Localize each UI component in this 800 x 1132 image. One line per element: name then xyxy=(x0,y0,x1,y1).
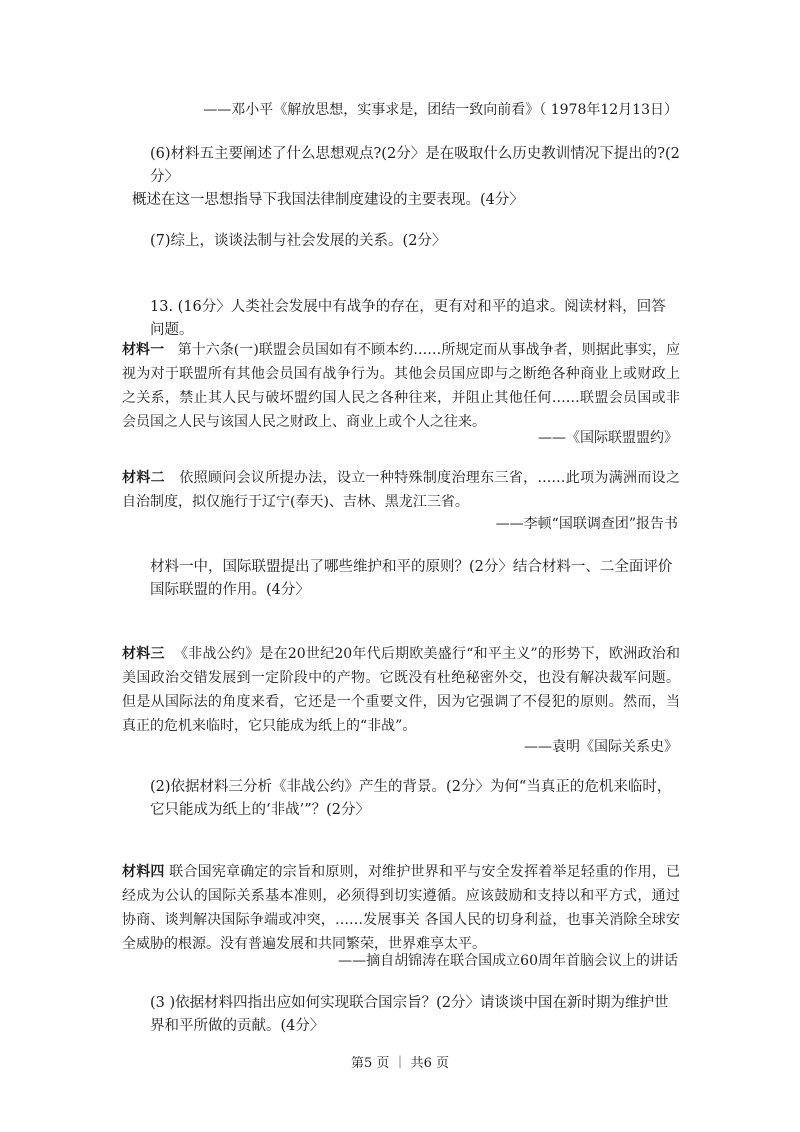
question-13-text: 13. (16分〉人类社会发展中有战争的存在，更有对和平的追求。阅读材料，回答问题。 xyxy=(150,299,666,338)
material-2-source: ——李顿“国联调查团”报告书 xyxy=(495,516,678,532)
question-2-text: (2)依据材料三分析《非战公约》产生的背景。(2分〉为何“当真正的危机来临时， 它只能成为纸上的‘非战’”？(2分〉 xyxy=(150,779,672,818)
material-2 xyxy=(122,466,680,514)
material-4-label: 材料四 xyxy=(122,864,165,880)
material-1-label: 材料一 xyxy=(122,342,165,358)
question-material-1-2 xyxy=(132,556,680,602)
material-1 xyxy=(122,338,680,434)
material-1-source: ——《国际联盟盟约》 xyxy=(538,430,678,446)
intro-source: ——邓小平《解放思想，实事求是，团结一致向前看》（ 1978年12月13日） xyxy=(203,102,678,118)
question-2 xyxy=(132,776,680,822)
material-2-text: 依照顾问会议所提办法，设立一种特殊制度治理东三省，……此项为满洲而设之自治制度，拟仅施行于辽宁(奉天)、吉林、黑龙江三省。 xyxy=(122,470,681,510)
question-7-text: (7)综上，谈谈法制与社会发展的关系。(2分〉 xyxy=(150,233,447,249)
question-material-1-2-text: 材料一中，国际联盟提出了哪些维护和平的原则？(2分〉结合材料一、二全面评价国际联盟的作用。(4分〉 xyxy=(150,559,673,598)
material-4 xyxy=(122,860,680,956)
page-footer: 第5 页 ｜ 共6 页 xyxy=(350,1056,450,1071)
question-3 xyxy=(132,992,680,1038)
material-4-source: ——摘自胡锦涛在联合国成立60周年首脑会议上的讲话 xyxy=(338,953,678,969)
question-3-text: (3 )依据材料四指出应如何实现联合国宗旨？(2分〉请谈谈中国在新时期为维护世界和平所做的贡献。(4分〉 xyxy=(150,995,669,1034)
question-6 xyxy=(132,143,680,212)
material-3-text: 《非战公约》是在20世纪20年代后期欧美盛行“和平主义”的形势下，欧洲政治和 美国政治交错发展到一定阶段中的产物。它既没有杜绝秘密外交，也没有解决裁军问题。但是从国际法的角度来看，它还是一个重要文件，因为它强调了不侵犯的原则。然而，当真正的危机来临时，它只能成为纸上的“非战”。 xyxy=(122,646,680,734)
question-7 xyxy=(132,230,680,253)
material-3-source: ——袁明《国际关系史》 xyxy=(524,739,678,755)
material-3 xyxy=(122,642,680,738)
material-1-text: 第十六条(一)联盟会员国如有不顾本约……所规定而从事战争者，则据此事实，应视为对于联盟所有其他会员国有战争行为。其他会员国应即与之断绝各种商业上或财政上之关系，禁止其人民与破坏盟约国人民之各种往来，并阻止其他任何……联盟会员国或非会员国之人民与该国人民之财政上、商业上或个人之往来。 xyxy=(122,342,681,430)
material-4-text: 联合国宪章确定的宗旨和原则，对维护世界和平与安全发挥着举足轻重的作用，已经成为公认的国际关系基本准则，必须得到切实遵循。应该鼓励和支持以和平方式，通过协商、谈判解决国际争端或冲突，……发展事关 各国人民的切身利益，也事关消除全球安全威胁的根源。没有普遍发展和共同繁荣，世界难享太平。 xyxy=(122,864,681,952)
question-13 xyxy=(132,296,680,342)
question-6-line2: 概述在这一思想指导下我国法律制度建设的主要表现。(4分〉 xyxy=(132,192,524,208)
question-6-line1: (6)材料五主要阐述了什么思想观点?(2分〉是在吸取什么历史教训情况下提出的?(2分〉 xyxy=(150,146,680,185)
material-3-label: 材料三 xyxy=(122,646,165,662)
material-2-label: 材料二 xyxy=(122,470,165,486)
